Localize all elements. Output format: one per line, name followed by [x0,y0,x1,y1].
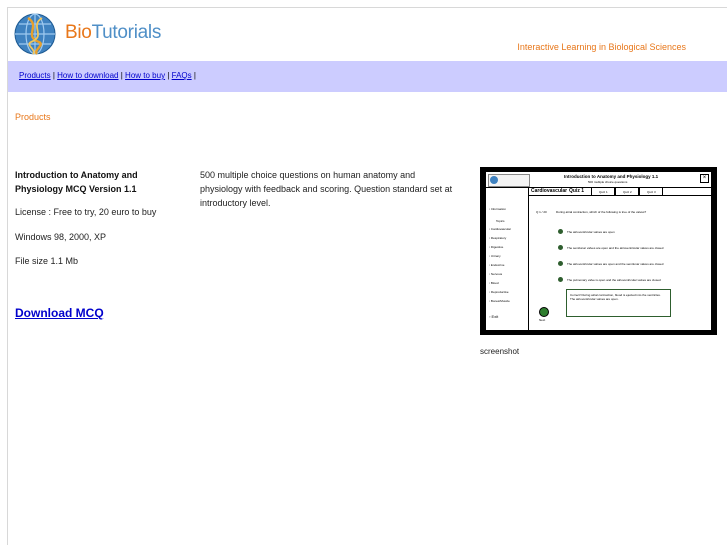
screenshot-sidebar-item: ▫ Nervous [489,272,503,276]
product-file-size: File size 1.1 Mb [15,256,79,266]
screenshot-close-icon: × [700,174,709,183]
nav-link-faqs[interactable]: FAQs [171,71,192,80]
nav-separator: | [193,71,196,80]
screenshot-window [486,172,711,330]
screenshot-option-radio-icon [558,261,563,266]
screenshot-feedback: Correct! During atrial contraction, blood is ejected into the ventricles. The atrioventricular valves are open. [570,293,661,301]
nav-separator: | [52,71,55,80]
screenshot-exit-item: ▫ Exit [489,314,499,319]
product-license: License : Free to try, 20 euro to buy [15,207,157,217]
screenshot-option: The atrioventricular valves are open [567,230,615,234]
screenshot-sidebar-item: ▫ Digestive [489,245,504,249]
nav-separator: | [120,71,123,80]
screenshot-option-radio-icon [558,229,563,234]
brand-name-part1: Bio [65,22,92,43]
screenshot-sidebar-divider [528,187,529,330]
nav-separator: | [167,71,170,80]
screenshot-sidebar-item: ▫ Blood [489,281,499,285]
nav-bar [8,61,727,92]
screenshot-option-radio-icon [558,277,563,282]
site-tagline: Interactive Learning in Biological Sciences [517,42,686,52]
screenshot-globe-icon [490,176,498,184]
product-os: Windows 98, 2000, XP [15,232,107,242]
product-screenshot[interactable] [480,167,717,335]
brand-name [65,22,161,44]
screenshot-logo [488,174,530,187]
product-description: 500 multiple choice questions on human anatomy and physiology with feedback and scoring. Question standard set at introductory level. [200,170,453,208]
screenshot-titlebar [486,172,711,188]
screenshot-sidebar-item: ▫ Respiratory [489,236,507,240]
screenshot-sidebar-item: ▫ Urinary [489,254,501,258]
nav-link-how-to-download[interactable]: How to download [57,71,119,80]
screenshot-sidebar-item: Topics [496,219,505,223]
screenshot-topic: Cardiovascular [531,188,568,194]
screenshot-feedback-box [566,289,671,317]
screenshot-next-label: Next [539,318,546,322]
biotutorials-logo-icon [13,12,57,56]
screenshot-sidebar-item: ▫ Cardiovascular [489,227,511,231]
screenshot-tab: Quiz 1 [591,187,615,196]
screenshot-next-icon [539,307,549,317]
screenshot-sidebar-item: ▫ Information [489,207,506,211]
brand-name-part2: Tutorials [91,22,162,43]
screenshot-question: During atrial contraction, which of the following is true of the valves? [556,210,647,214]
screenshot-quiz-label: Quiz 1 [569,188,585,194]
product-title: Introduction to Anatomy and Physiology MCQ Version 1.1 [15,170,138,194]
screenshot-sidebar-item: ▫ Bones/Muscle [489,299,510,303]
screenshot-option-radio-icon [558,245,563,250]
nav-links [19,71,196,80]
nav-link-products[interactable]: Products [19,71,51,80]
download-link[interactable]: Download MCQ [15,306,104,320]
screenshot-tab: Quiz 2 [615,187,639,196]
screenshot-option: The atrioventricular valves are open and the semilunar valves are closed [567,262,664,266]
screenshot-title: Introduction to Anatomy and Physiology 1.1 [564,174,659,179]
nav-link-how-to-buy[interactable]: How to buy [125,71,166,80]
screenshot-subtitle: 500 multiple choice questions [588,180,628,184]
screenshot-option: The semilunar valves are open and the atrioventricular valves are closed [567,246,664,250]
screenshot-sidebar-item: ▫ Reproductive [489,290,509,294]
screenshot-sidebar-item: ▫ Endocrine [489,263,505,267]
screenshot-caption: screenshot [480,347,520,356]
section-title: Products [15,112,51,122]
screenshot-option: The pulmonary valve is open and the atrioventricular valves are closed [567,278,661,282]
screenshot-tab: Quiz 3 [639,187,663,196]
screenshot-header-row [529,187,711,196]
screenshot-question-number: Q 1 / 20 [536,210,547,214]
